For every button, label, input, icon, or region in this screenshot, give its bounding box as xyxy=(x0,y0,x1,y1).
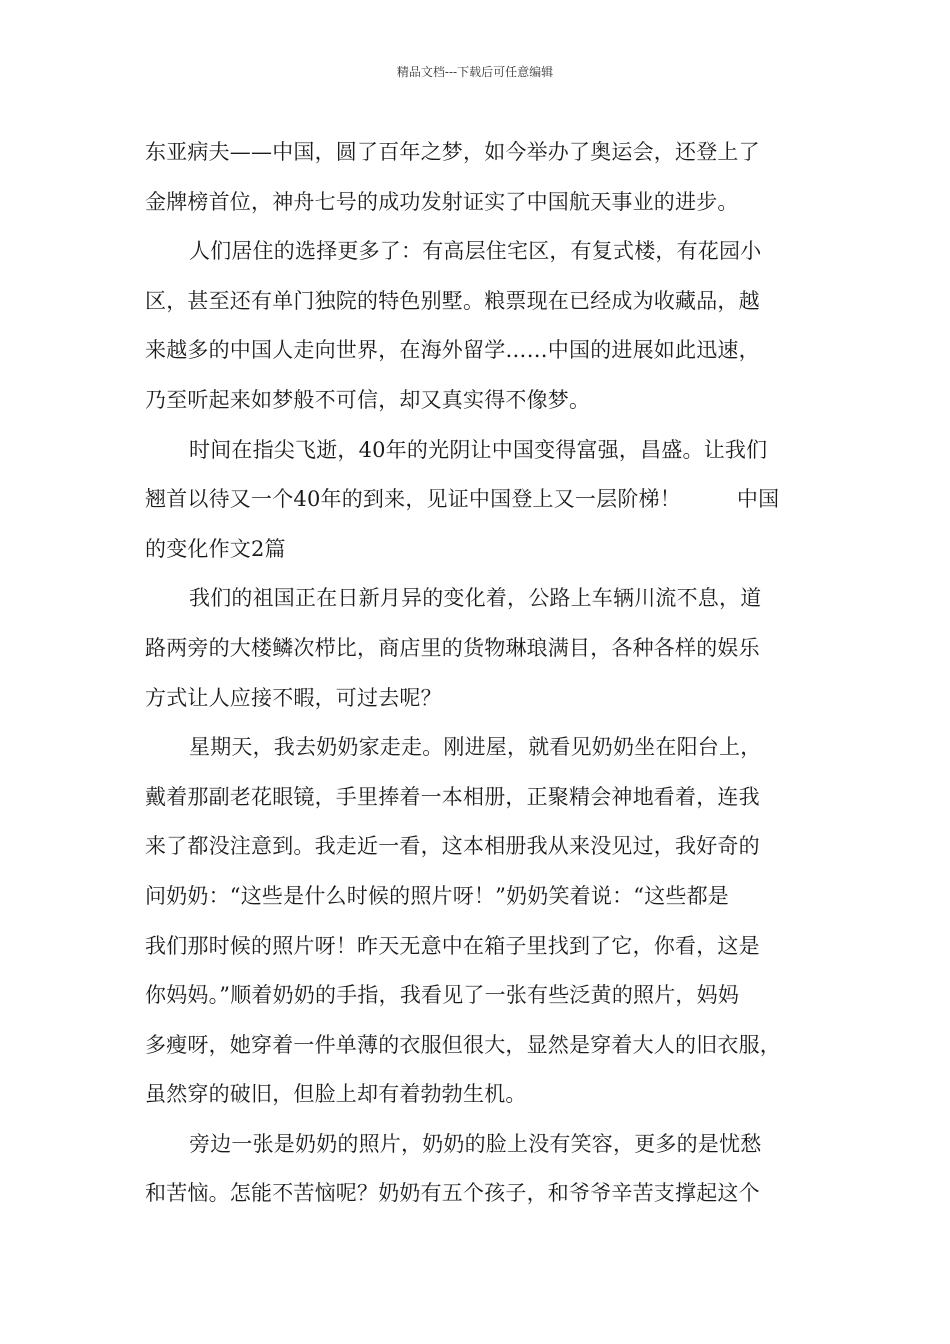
section-title-end: 的变化作文2篇 xyxy=(145,536,286,561)
text-line: 乃至听起来如梦般不可信，却又真实得不像梦。 xyxy=(145,387,591,412)
text-line: 星期天，我去奶奶家走走。刚进屋，就看见奶奶坐在阳台上， xyxy=(189,735,762,760)
section-title-start: 中国 xyxy=(736,487,780,512)
text-line: 旁边一张是奶奶的照片，奶奶的脸上没有笑容，更多的是忧愁 xyxy=(189,1131,762,1156)
text-line: 东亚病夫——中国，圆了百年之梦，如今举办了奥运会，还登上了 xyxy=(145,140,760,164)
text-line: 问奶奶：“这些是什么时候的照片呀！”奶奶笑着说：“这些都是 xyxy=(145,883,730,908)
text-line: 路两旁的大楼鳞次栉比，商店里的货物琳琅满目，各种各样的娱乐 xyxy=(145,635,760,660)
text-line: 你妈妈。”顺着奶奶的手指，我看见了一张有些泛黄的照片，妈妈 xyxy=(145,983,740,1008)
text-line: 戴着那副老花眼镜，手里捧着一本相册，正聚精会神地看着，连我 xyxy=(145,784,760,809)
text-line: 我们那时候的照片呀！昨天无意中在箱子里找到了它，你看，这是 xyxy=(145,933,760,958)
text-line: 翘首以待又一个40年的到来，见证中国登上又一层阶梯！ 中国 xyxy=(145,487,780,512)
text-line: 来了都没注意到。我走近一看，这本相册我从来没见过，我好奇的 xyxy=(145,834,760,859)
text-line: 多瘦呀，她穿着一件单薄的衣服但很大，显然是穿着大人的旧衣服， xyxy=(145,1032,781,1057)
text-line: 时间在指尖飞逝，40年的光阴让中国变得富强，昌盛。让我们 xyxy=(189,437,768,462)
page-header: 精品文档---下载后可任意编辑 xyxy=(396,65,554,79)
document-body xyxy=(145,128,810,1219)
text-line: 虽然穿的破旧，但脸上却有着勃勃生机。 xyxy=(145,1082,527,1107)
text-line: 区，甚至还有单门独院的特色别墅。粮票现在已经成为收藏品，越 xyxy=(145,288,760,313)
text-line: 方式让人应接不暇，可过去呢？ xyxy=(145,685,442,710)
text-line: 我们的祖国正在日新月异的变化着，公路上车辆川流不息，道 xyxy=(189,586,762,611)
text-line: 和苦恼。怎能不苦恼呢？奶奶有五个孩子，和爷爷辛苦支撑起这个 xyxy=(145,1181,760,1206)
text-line: 来越多的中国人走向世界，在海外留学……中国的进展如此迅速， xyxy=(145,338,760,363)
text-line: 人们居住的选择更多了：有高层住宅区，有复式楼，有花园小 xyxy=(189,239,762,264)
text-line: 金牌榜首位，神舟七号的成功发射证实了中国航天事业的进步。 xyxy=(145,189,739,214)
